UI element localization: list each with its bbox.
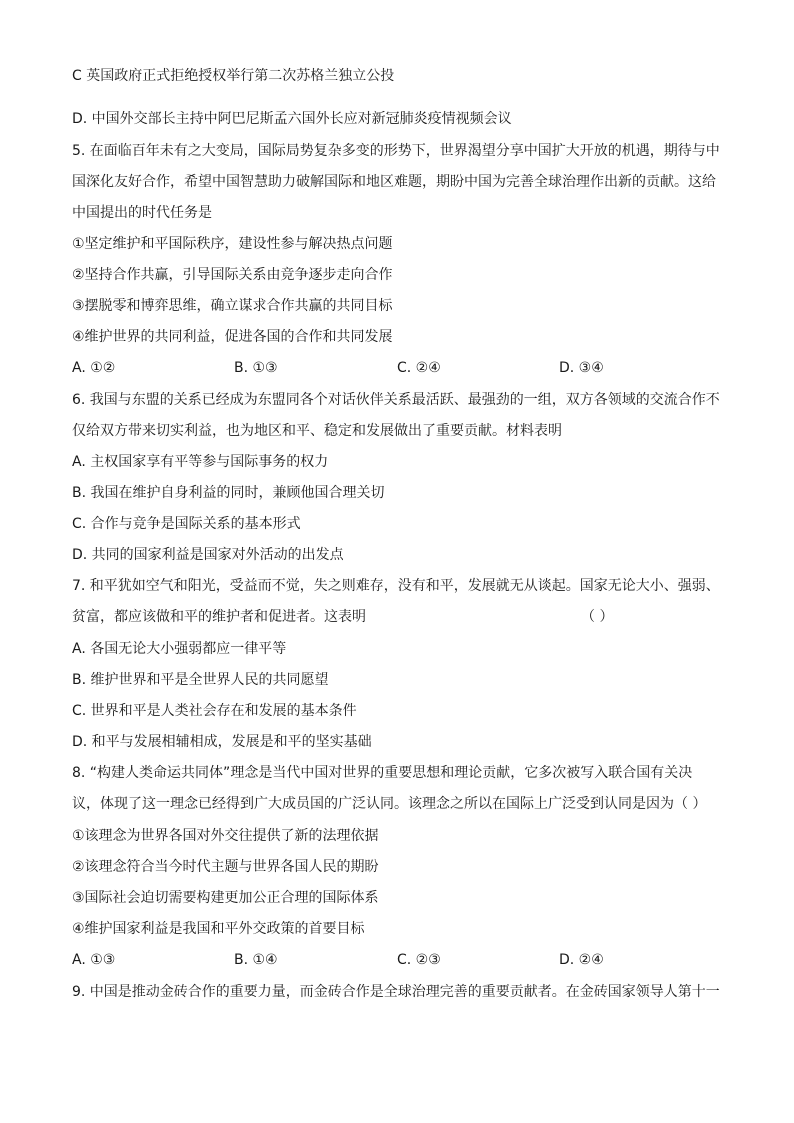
q8-option-c: C. ②③ — [397, 952, 441, 968]
q5-option-a: A. ①② — [72, 360, 116, 376]
q5-option-b: B. ①③ — [234, 360, 278, 376]
q5-stem-line-1: 5. 在面临百年未有之大变局，国际局势复杂多变的形势下，世界渴望分享中国扩大开放的机遇，期待与中 — [72, 143, 720, 159]
q7-option-c: C. 世界和平是人类社会存在和发展的基本条件 — [72, 703, 357, 719]
q6-stem-line-2: 仅给双方带来切实利益，也为地区和平、稳定和发展做出了重要贡献。材料表明 — [72, 423, 562, 439]
q9-stem-line-1: 9. 中国是推动金砖合作的重要力量，而金砖合作是全球治理完善的重要贡献者。在金砖国家领导人第十一 — [72, 984, 720, 1000]
q5-statement-1: ①坚定维护和平国际秩序，建设性参与解决热点问题 — [72, 236, 393, 252]
q6-option-d: D. 共同的国家利益是国家对外活动的出发点 — [72, 547, 344, 563]
q7-option-d: D. 和平与发展相辅相成，发展是和平的坚实基础 — [72, 734, 372, 750]
q8-stem-line-1: 8. “构建人类命运共同体”理念是当代中国对世界的重要思想和理论贡献，它多次被写入联合国有关决 — [72, 765, 693, 781]
q5-statement-2: ②坚持合作共赢，引导国际关系由竞争逐步走向合作 — [72, 267, 393, 283]
q8-option-d: D. ②④ — [559, 952, 604, 968]
q7-answer-blank: （ ） — [581, 609, 614, 625]
q7-option-b: B. 维护世界和平是全世界人民的共同愿望 — [72, 672, 329, 688]
q5-options — [72, 359, 722, 377]
q6-option-a: A. 主权国家享有平等参与国际事务的权力 — [72, 454, 329, 470]
q4-option-d: D. 中国外交部长主持中阿巴尼斯孟六国外长应对新冠肺炎疫情视频会议 — [72, 111, 512, 127]
q8-stem-line-2: 议，体现了这一理念已经得到广大成员国的广泛认同。该理念之所以在国际上广泛受到认同是因为（ ） — [72, 796, 707, 812]
q5-option-d: D. ③④ — [559, 360, 604, 376]
q7-stem-line-1: 7. 和平犹如空气和阳光，受益而不觉，失之则难存，没有和平，发展就无从谈起。国家无论大小、强弱、 — [72, 578, 720, 594]
q6-option-b: B. 我国在维护自身利益的同时，兼顾他国合理关切 — [72, 485, 385, 501]
q8-statement-2: ②该理念符合当今时代主题与世界各国人民的期盼 — [72, 859, 379, 875]
q6-stem-line-1: 6. 我国与东盟的关系已经成为东盟同各个对话伙伴关系最活跃、最强劲的一组，双方各领域的交流合作不 — [72, 392, 720, 408]
q5-stem-line-3: 中国提出的时代任务是 — [72, 205, 212, 221]
q8-statement-1: ①该理念为世界各国对外交往提供了新的法理依据 — [72, 828, 379, 844]
q4-option-c: C 英国政府正式拒绝授权举行第二次苏格兰独立公投 — [72, 68, 395, 84]
q8-option-b: B. ①④ — [234, 952, 278, 968]
q5-stem-line-2: 国深化友好合作，希望中国智慧助力破解国际和地区难题，期盼中国为完善全球治理作出新的贡献。这给 — [72, 174, 716, 190]
q7-option-a: A. 各国无论大小强弱都应一律平等 — [72, 641, 287, 657]
q5-statement-4: ④维护世界的共同利益，促进各国的合作和共同发展 — [72, 329, 393, 345]
q8-statement-4: ④维护国家利益是我国和平外交政策的首要目标 — [72, 921, 365, 937]
q8-options — [72, 951, 722, 969]
q5-option-c: C. ②④ — [397, 360, 441, 376]
q6-option-c: C. 合作与竞争是国际关系的基本形式 — [72, 516, 301, 532]
q5-statement-3: ③摆脱零和博弈思维，确立谋求合作共赢的共同目标 — [72, 298, 393, 314]
q8-statement-3: ③国际社会迫切需要构建更加公正合理的国际体系 — [72, 890, 379, 906]
q7-stem-line-2: 贫富，都应该做和平的维护者和促进者。这表明 — [72, 609, 366, 625]
q8-option-a: A. ①③ — [72, 952, 116, 968]
